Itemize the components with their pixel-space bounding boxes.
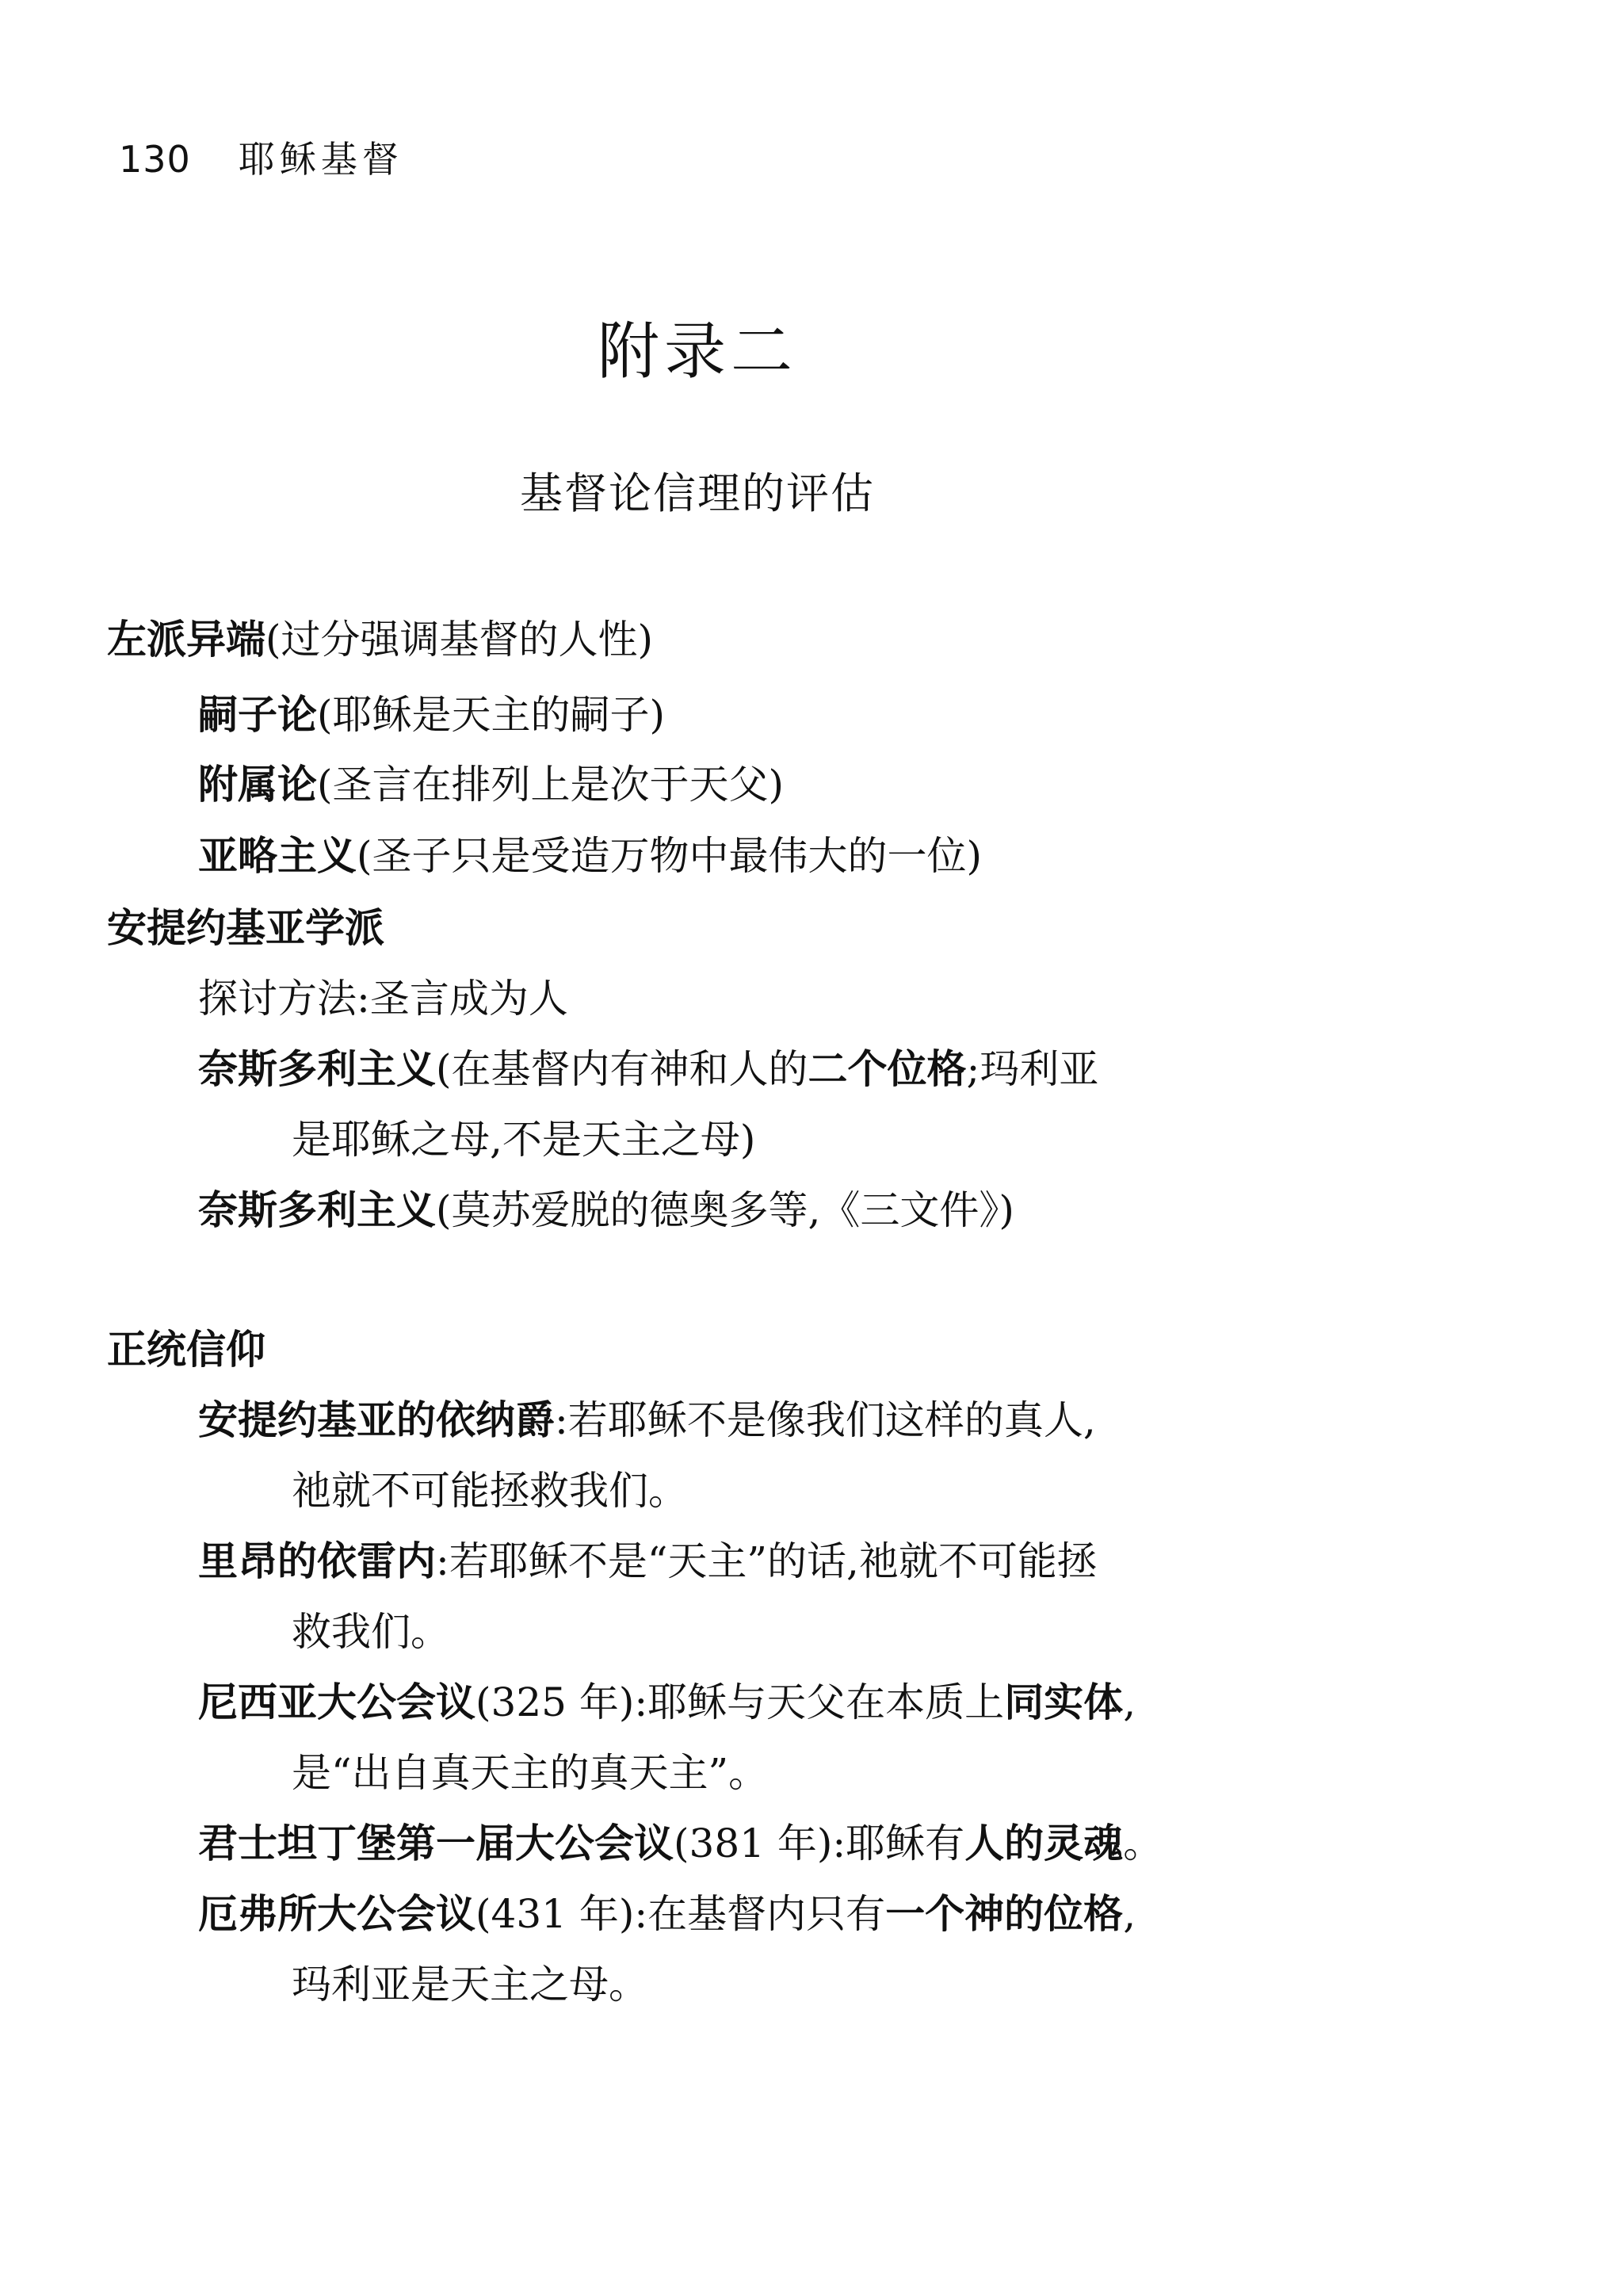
list-item xyxy=(198,762,785,808)
item-term: 里昂的依雷内 xyxy=(198,1538,436,1584)
item-text: , xyxy=(1123,1679,1136,1725)
item-text: , xyxy=(1123,1891,1136,1937)
item-emphasis: 同实体 xyxy=(1004,1679,1124,1725)
item-term: 安提约基亚的依纳爵 xyxy=(198,1397,555,1443)
running-header xyxy=(119,138,403,181)
item-term: 厄弗所大公会议 xyxy=(198,1891,475,1937)
item-continuation: 是“出自真天主的真天主”。 xyxy=(292,1750,769,1796)
list-item xyxy=(198,1046,1099,1092)
item-text: :若耶稣不是像我们这样的真人, xyxy=(555,1397,1096,1443)
item-term: 亚略主义 xyxy=(198,833,357,879)
item-term: 嗣子论 xyxy=(198,692,317,738)
left-heresy-heading xyxy=(107,617,654,663)
item-continuation: 救我们。 xyxy=(292,1609,450,1655)
item-term: 尼西亚大公会议 xyxy=(198,1679,475,1725)
appendix-title: 附录二 xyxy=(597,316,797,388)
item-emphasis: 二个位格 xyxy=(808,1046,967,1092)
item-note: (耶稣是天主的嗣子) xyxy=(317,692,666,738)
list-item xyxy=(198,833,983,879)
item-note: (圣言在排列上是次于天父) xyxy=(317,762,785,808)
item-continuation: 祂就不可能拯救我们。 xyxy=(292,1468,688,1514)
item-emphasis: 人的灵魂 xyxy=(964,1820,1124,1866)
item-text: (325 年):耶稣与天父在本质上 xyxy=(475,1679,1005,1725)
item-text: (381 年):耶稣有 xyxy=(674,1820,965,1866)
left-heresy-note: (过分强调基督的人性) xyxy=(265,617,654,663)
antioch-method: 探讨方法:圣言成为人 xyxy=(198,976,568,1022)
antioch-heading: 安提约基亚学派 xyxy=(107,905,384,951)
item-text: 。 xyxy=(1123,1820,1163,1866)
left-heresy-term: 左派异端 xyxy=(107,617,265,663)
list-item xyxy=(198,1397,1096,1443)
item-emphasis: 一个神的位格 xyxy=(885,1891,1124,1937)
item-note: (圣子只是受造万物中最伟大的一位) xyxy=(357,833,983,879)
appendix-subtitle: 基督论信理的评估 xyxy=(520,468,875,518)
list-item xyxy=(198,1187,1014,1233)
item-text: (431 年):在基督内只有 xyxy=(475,1891,886,1937)
item-text: :若耶稣不是“天主”的话,祂就不可能拯 xyxy=(436,1538,1097,1584)
orthodox-heading: 正统信仰 xyxy=(107,1327,265,1373)
item-term: 奈斯多利主义 xyxy=(198,1046,436,1092)
item-term: 附属论 xyxy=(198,762,317,808)
book-title: 耶稣基督 xyxy=(238,138,403,181)
list-item xyxy=(198,1891,1136,1937)
item-continuation: 玛利亚是天主之母。 xyxy=(292,1962,648,2008)
list-item xyxy=(198,1820,1163,1866)
list-item xyxy=(198,1538,1097,1584)
item-term: 君士坦丁堡第一届大公会议 xyxy=(198,1820,674,1866)
page-number: 130 xyxy=(119,138,191,181)
item-note: ;玛利亚 xyxy=(966,1046,1099,1092)
list-item xyxy=(198,692,666,738)
item-continuation: 是耶稣之母,不是天主之母) xyxy=(292,1117,756,1163)
item-note: (莫苏爱脱的德奥多等,《三文件》) xyxy=(436,1187,1014,1233)
item-term: 奈斯多利主义 xyxy=(198,1187,436,1233)
list-item xyxy=(198,1679,1136,1725)
item-note: (在基督内有神和人的 xyxy=(436,1046,808,1092)
